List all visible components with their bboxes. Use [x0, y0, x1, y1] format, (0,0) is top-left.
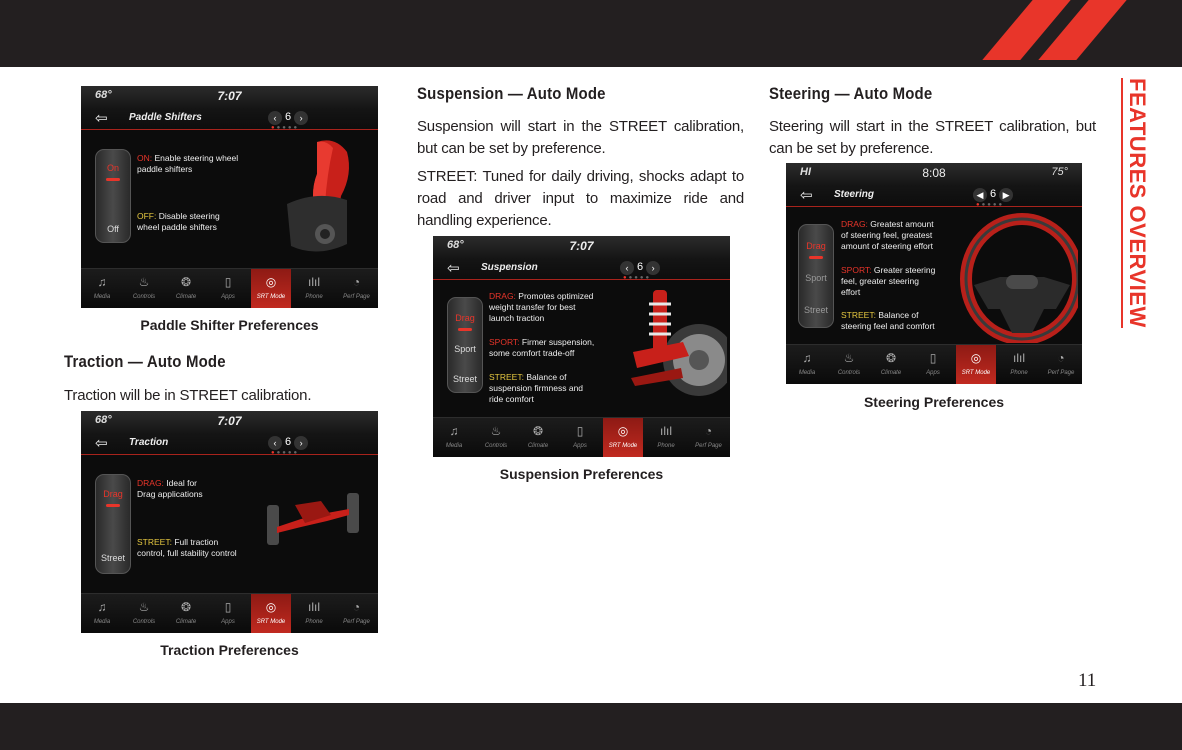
music-icon: ♫	[449, 424, 459, 438]
page-dots: ●●●●●	[623, 275, 652, 281]
music-icon: ♫	[97, 600, 107, 614]
phone-icon: ılıl	[308, 275, 320, 289]
back-arrow-icon[interactable]: ⇦	[95, 110, 108, 127]
section-side-title	[1124, 78, 1154, 328]
temperature: 68°	[447, 239, 464, 251]
dock-apps[interactable]: ▯ Apps	[207, 594, 249, 633]
dock-perf-page[interactable]: ◔ Perf Page	[687, 418, 730, 457]
steering-wheel-icon: ◎	[617, 424, 629, 438]
page-selector[interactable]	[617, 261, 663, 275]
dock-srt-mode[interactable]: ◎ SRT Mode	[251, 594, 291, 633]
on-description: ON: Enable steering wheel paddle shifters	[137, 153, 239, 174]
phone-icon: ılıl	[1013, 351, 1025, 365]
page-dots: ●●●●●	[976, 202, 1005, 208]
page-dots: ●●●●●	[271, 125, 300, 131]
street-description: STREET: Balance of suspension firmness and ride comfort	[489, 372, 584, 404]
screen-title: Steering	[834, 189, 875, 200]
back-arrow-icon[interactable]: ⇦	[800, 187, 813, 204]
music-icon: ♫	[97, 275, 107, 289]
drag-description: DRAG: Ideal for Drag applications	[137, 478, 203, 499]
selected-indicator	[106, 504, 120, 507]
clock: 7:07	[217, 89, 242, 103]
dock-apps[interactable]: ▯ Apps	[912, 345, 954, 384]
climate-icon: ❂	[532, 424, 544, 438]
bottom-dock	[786, 344, 1082, 384]
option-sport[interactable]: Sport	[805, 273, 827, 283]
dock-phone[interactable]: ılıl Phone	[998, 345, 1040, 384]
page-number-footer: 11	[1078, 670, 1097, 691]
dock-controls[interactable]: ♨ Controls	[475, 418, 517, 457]
back-arrow-icon[interactable]: ⇦	[447, 260, 460, 277]
paddle-toggle[interactable]	[95, 149, 131, 243]
traction-paragraph: Traction will be in STREET calibration.	[64, 387, 312, 404]
axle-illustration	[261, 475, 371, 575]
dock-apps[interactable]: ▯ Apps	[559, 418, 601, 457]
selected-indicator	[809, 256, 823, 259]
next-page-icon[interactable]: ›	[646, 261, 660, 275]
page-selector[interactable]	[265, 436, 311, 450]
traction-caption: Traction Preferences	[160, 642, 299, 658]
fan-level: HI	[800, 166, 811, 178]
paddle-shifters-screen	[81, 86, 378, 308]
suspension-heading: Suspension — Auto Mode	[417, 84, 606, 103]
page-dots: ●●●●●	[271, 450, 300, 456]
dock-phone[interactable]: ılıl Phone	[293, 269, 335, 308]
status-bar	[433, 236, 730, 258]
selected-indicator	[458, 328, 472, 331]
dock-perf-page[interactable]: ◔ Perf Page	[335, 269, 378, 308]
screen-header	[786, 185, 1082, 207]
dock-srt-mode[interactable]: ◎ SRT Mode	[956, 345, 996, 384]
dock-controls[interactable]: ♨ Controls	[123, 594, 165, 633]
prev-page-icon[interactable]: ‹	[620, 261, 634, 275]
dock-climate[interactable]: ❂ Climate	[870, 345, 912, 384]
apps-icon: ▯	[224, 275, 232, 289]
status-bar	[786, 163, 1082, 185]
dock-media[interactable]: ♫ Media	[433, 418, 475, 457]
prev-page-icon[interactable]: ◀	[973, 188, 987, 202]
page-selector[interactable]	[970, 188, 1016, 202]
page-number: 6	[285, 111, 292, 123]
option-drag[interactable]: Drag	[455, 313, 475, 323]
screen-header	[81, 108, 378, 130]
page-number: 6	[990, 188, 997, 200]
sport-description: SPORT: Greater steering feel, greater steering effort	[841, 265, 936, 297]
steering-wheel-icon: ◎	[970, 351, 982, 365]
temperature: 68°	[95, 89, 112, 101]
controls-icon: ♨	[138, 275, 150, 289]
next-page-icon[interactable]: ›	[294, 436, 308, 450]
gauge-icon: ◔	[352, 275, 361, 289]
option-sport[interactable]: Sport	[454, 344, 476, 354]
apps-icon: ▯	[576, 424, 584, 438]
controls-icon: ♨	[843, 351, 855, 365]
option-street[interactable]: Street	[452, 374, 477, 384]
side-title-text: FEATURES OVERVIEW	[1121, 78, 1150, 328]
drag-description: DRAG: Promotes optimized weight transfer for best launch traction	[489, 291, 594, 323]
option-street[interactable]: Street	[803, 305, 828, 315]
option-street[interactable]: Street	[100, 553, 125, 563]
drag-description: DRAG: Greatest amount of steering feel, greatest amount of steering effort	[841, 219, 934, 251]
temperature: 75°	[1051, 166, 1068, 178]
apps-icon: ▯	[929, 351, 937, 365]
paddle-shifter-illustration	[277, 134, 367, 258]
dock-media[interactable]: ♫ Media	[81, 594, 123, 633]
screen-header	[81, 433, 378, 455]
phone-icon: ılıl	[660, 424, 672, 438]
steering-wheel-icon: ◎	[265, 600, 277, 614]
back-arrow-icon[interactable]: ⇦	[95, 435, 108, 452]
climate-icon: ❂	[180, 600, 192, 614]
gauge-icon: ◔	[1057, 351, 1065, 365]
option-drag[interactable]: Drag	[103, 489, 123, 499]
bottom-banner	[0, 703, 1182, 750]
climate-icon: ❂	[180, 275, 192, 289]
traction-heading: Traction — Auto Mode	[64, 352, 226, 371]
clock: 8:08	[922, 166, 946, 180]
suspension-caption: Suspension Preferences	[499, 466, 664, 482]
street-description: STREET: Balance of steering feel and comfort	[841, 310, 935, 331]
traction-screen	[81, 411, 378, 633]
suspension-toggle[interactable]	[447, 297, 483, 393]
screen-title: Traction	[129, 437, 169, 448]
steering-caption: Steering Preferences	[863, 394, 1005, 410]
dock-srt-mode[interactable]: ◎ SRT Mode	[603, 418, 643, 457]
steering-toggle[interactable]	[798, 224, 834, 328]
controls-icon: ♨	[490, 424, 502, 438]
prev-page-icon[interactable]: ‹	[268, 111, 282, 125]
dock-media[interactable]: ♫ Media	[81, 269, 123, 308]
steering-wheel-illustration	[960, 213, 1078, 343]
off-description: OFF: Disable steering wheel paddle shifters	[137, 211, 220, 232]
prev-page-icon[interactable]: ‹	[268, 436, 282, 450]
dock-phone[interactable]: ılıl Phone	[645, 418, 687, 457]
screen-title: Suspension	[481, 262, 538, 273]
suspension-screen	[433, 236, 730, 457]
dock-perf-page[interactable]: ◔ Perf Page	[1040, 345, 1082, 384]
status-bar	[81, 411, 378, 433]
dock-phone[interactable]: ılıl Phone	[293, 594, 335, 633]
suspension-paragraph-1: Suspension will start in the STREET calibration, but can be set by preference.	[417, 118, 744, 157]
dock-climate[interactable]: ❂ Climate	[165, 594, 207, 633]
sport-description: SPORT: Firmer suspension, some comfort trade-off	[489, 337, 595, 358]
gauge-icon: ◔	[352, 600, 361, 614]
dock-media[interactable]: ♫ Media	[786, 345, 828, 384]
controls-icon: ♨	[138, 600, 150, 614]
option-off[interactable]: Off	[107, 224, 119, 234]
next-page-icon[interactable]: ▶	[999, 188, 1013, 202]
steering-heading: Steering — Auto Mode	[769, 84, 933, 103]
dock-controls[interactable]: ♨ Controls	[828, 345, 870, 384]
page-number: 6	[285, 436, 292, 448]
suspension-illustration	[623, 286, 727, 410]
phone-icon: ılıl	[308, 600, 320, 614]
temperature: 68°	[95, 414, 112, 426]
suspension-paragraph-2: STREET: Tuned for daily driving, shocks adapt to road and driver input to maximize ride and handling experience.	[417, 168, 744, 229]
next-page-icon[interactable]: ›	[294, 111, 308, 125]
selected-indicator	[106, 178, 120, 181]
bottom-dock	[433, 417, 730, 457]
steering-wheel-icon: ◎	[265, 275, 277, 289]
page-number: 6	[637, 261, 644, 273]
bottom-dock	[81, 593, 378, 633]
dock-controls[interactable]: ♨ Controls	[123, 269, 165, 308]
bottom-dock	[81, 268, 378, 308]
steering-screen	[786, 163, 1082, 384]
paddle-shifter-caption: Paddle Shifter Preferences	[140, 317, 319, 333]
screen-header	[433, 258, 730, 280]
clock: 7:07	[217, 414, 242, 428]
steering-paragraph: Steering will start in the STREET calibration, but can be set by preference.	[769, 118, 1096, 157]
page-selector[interactable]	[265, 111, 311, 125]
option-on[interactable]: On	[106, 163, 119, 173]
traction-toggle[interactable]	[95, 474, 131, 574]
dock-climate[interactable]: ❂ Climate	[517, 418, 559, 457]
street-description: STREET: Full traction control, full stability control	[137, 537, 237, 558]
option-drag[interactable]: Drag	[806, 241, 826, 251]
music-icon: ♫	[802, 351, 812, 365]
screen-title: Paddle Shifters	[129, 112, 202, 123]
dock-srt-mode[interactable]: ◎ SRT Mode	[251, 269, 291, 308]
status-bar	[81, 86, 378, 108]
top-banner	[0, 0, 1182, 67]
apps-icon: ▯	[224, 600, 232, 614]
dock-perf-page[interactable]: ◔ Perf Page	[335, 594, 378, 633]
clock: 7:07	[569, 239, 594, 253]
dock-apps[interactable]: ▯ Apps	[207, 269, 249, 308]
climate-icon: ❂	[885, 351, 897, 365]
gauge-icon: ◔	[704, 424, 713, 438]
dock-climate[interactable]: ❂ Climate	[165, 269, 207, 308]
